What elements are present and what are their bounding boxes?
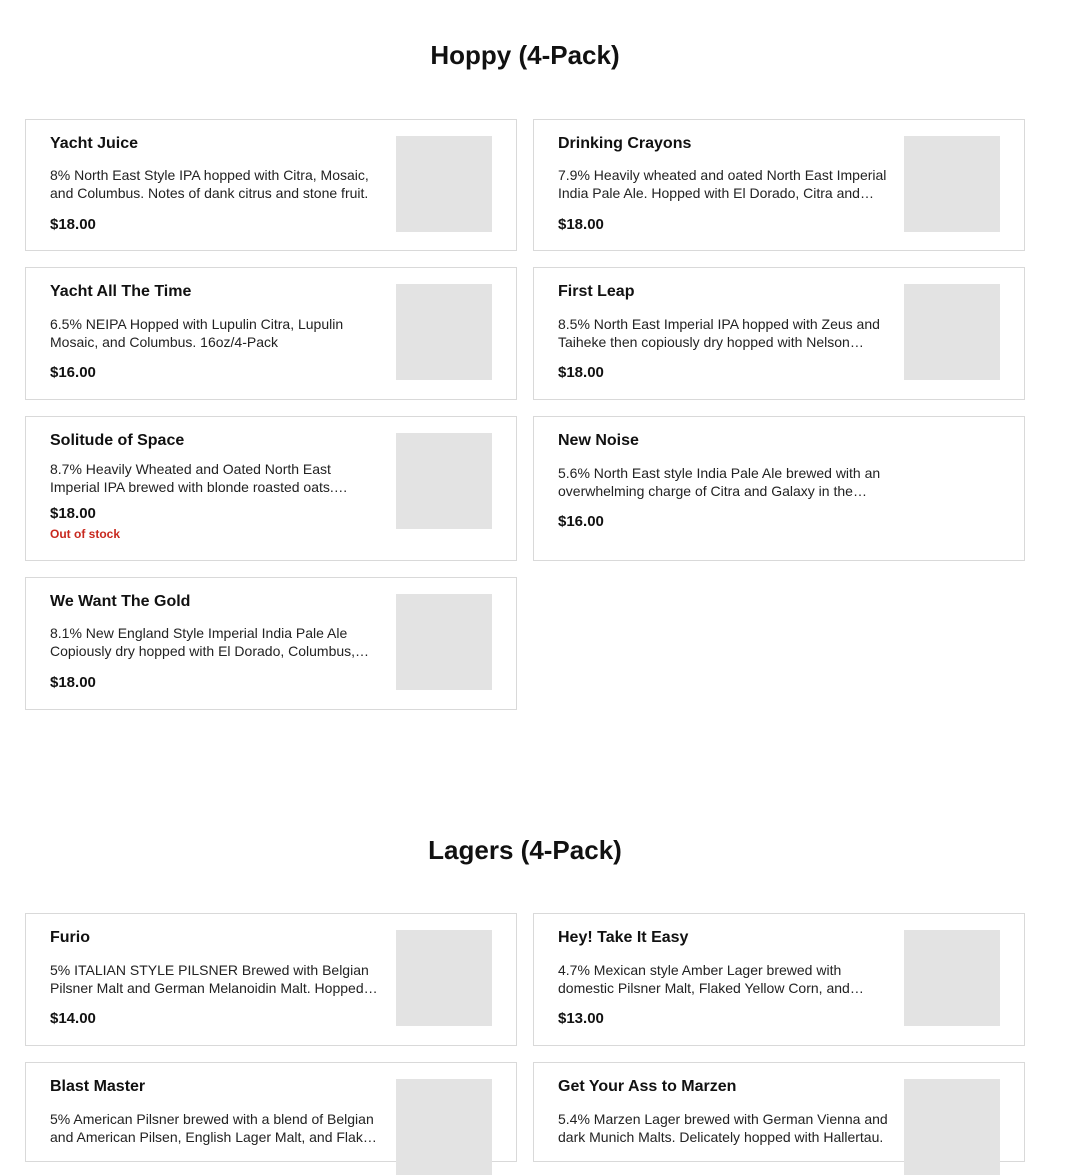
product-price: $16.00	[50, 364, 96, 381]
out-of-stock-label: Out of stock	[50, 527, 121, 541]
product-name: Yacht All The Time	[50, 283, 192, 300]
product-name: Drinking Crayons	[558, 135, 692, 152]
product-price: $18.00	[50, 674, 96, 691]
product-price: $18.00	[50, 216, 96, 233]
product-name: Hey! Take It Easy	[558, 929, 689, 946]
product-name: First Leap	[558, 283, 635, 300]
product-image-placeholder	[396, 930, 492, 1026]
product-image-placeholder	[396, 1079, 492, 1175]
product-card-get-your-ass-to-marzen[interactable]	[533, 1062, 1025, 1162]
product-name: Blast Master	[50, 1078, 146, 1095]
product-image-placeholder	[904, 136, 1000, 232]
product-image-placeholder	[904, 284, 1000, 380]
product-description: 5% American Pilsner brewed with a blend of Belgian and American Pilsen, English Lager Malt, and Flaked	[50, 1111, 379, 1145]
product-name: Furio	[50, 929, 90, 946]
product-image-placeholder	[904, 930, 1000, 1026]
product-name: Get Your Ass to Marzen	[558, 1078, 737, 1095]
product-price: $16.00	[558, 513, 604, 530]
product-price: $18.00	[50, 505, 96, 522]
product-name: We Want The Gold	[50, 593, 191, 610]
product-description: 8.5% North East Imperial IPA hopped with Zeus and Taiheke then copiously dry hopped with Nelson	[558, 316, 880, 350]
product-card-drinking-crayons[interactable]	[533, 119, 1025, 251]
section-title-hoppy: Hoppy (4-Pack)	[430, 40, 620, 70]
product-description: 5.6% North East style India Pale Ale brewed with an overwhelming charge of Citra and Galaxy in the	[558, 465, 881, 499]
product-description: 8.1% New England Style Imperial India Pale Ale Copiously dry hopped with El Dorado, Columbus,	[50, 625, 356, 659]
product-description: 6.5% NEIPA Hopped with Lupulin Citra, Lupulin Mosaic, and Columbus. 16oz/4-Pack	[50, 316, 344, 350]
product-price: $14.00	[50, 1010, 96, 1027]
product-card-new-noise[interactable]	[533, 416, 1025, 561]
product-card-solitude-of-space[interactable]	[25, 416, 517, 561]
product-name: Yacht Juice	[50, 135, 139, 152]
product-card-first-leap[interactable]	[533, 267, 1025, 400]
section-title-lagers: Lagers (4-Pack)	[428, 835, 622, 865]
product-price: $18.00	[558, 216, 604, 233]
product-price: $13.00	[558, 1010, 604, 1027]
product-description: 5.4% Marzen Lager brewed with German Vienna and dark Munich Malts. Delicately hopped with Hallertau.	[558, 1111, 888, 1145]
product-price: $18.00	[558, 364, 604, 381]
product-card-hey-take-it-easy[interactable]	[533, 913, 1025, 1046]
product-image-placeholder	[396, 136, 492, 232]
product-name: New Noise	[558, 432, 639, 449]
product-image-placeholder	[904, 1079, 1000, 1175]
product-card-blast-master[interactable]	[25, 1062, 517, 1162]
product-image-placeholder	[396, 594, 492, 690]
product-card-yacht-juice[interactable]	[25, 119, 517, 251]
product-description: 7.9% Heavily wheated and oated North East Imperial India Pale Ale. Hopped with El Dorado, Citra and	[558, 167, 887, 201]
product-description: 8.7% Heavily Wheated and Oated North East Imperial IPA brewed with blonde roasted oats.	[50, 461, 334, 495]
product-card-furio[interactable]	[25, 913, 517, 1046]
product-description: 8% North East Style IPA hopped with Citra, Mosaic, and Columbus. Notes of dank citrus and stone fruit.	[50, 167, 369, 201]
product-image-placeholder	[396, 433, 492, 529]
product-card-yacht-all-the-time[interactable]	[25, 267, 517, 400]
product-card-we-want-the-gold[interactable]	[25, 577, 517, 710]
product-description: 4.7% Mexican style Amber Lager brewed with domestic Pilsner Malt, Flaked Yellow Corn, and	[558, 962, 850, 996]
product-name: Solitude of Space	[50, 432, 185, 449]
product-description: 5% ITALIAN STYLE PILSNER Brewed with Belgian Pilsner Malt and German Melanoidin Malt. Hopped	[50, 962, 369, 996]
product-image-placeholder	[396, 284, 492, 380]
